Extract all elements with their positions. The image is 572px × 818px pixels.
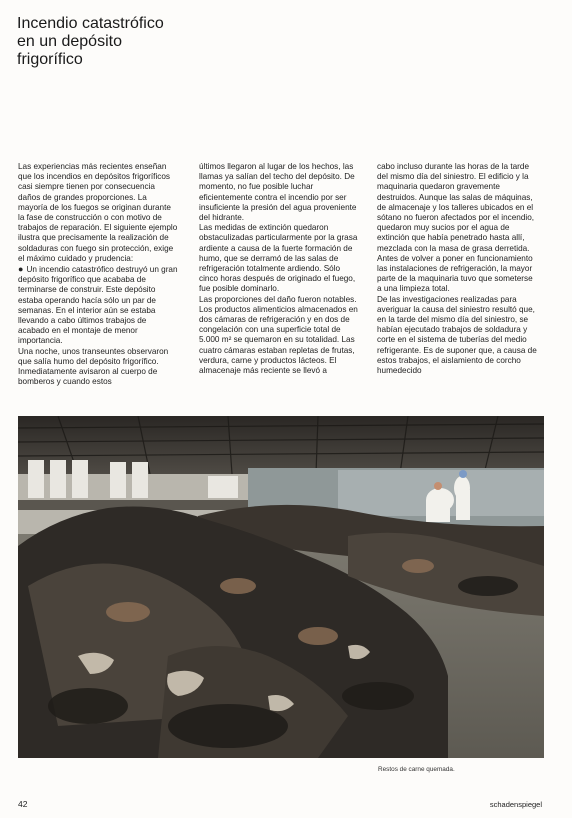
paragraph: Una noche, unos transeuntes observaron que salía humo del depósito frigorífico. Inmediatamente avisaron al cuerpo de bomberos y cuando estos <box>18 346 169 387</box>
photo-caption: Restos de carne quemada. <box>378 766 455 773</box>
bullet-icon: ● <box>18 264 24 275</box>
text-column-3 <box>377 162 537 376</box>
paragraph-text: Un incendio catastrófico destruyó un gran depósito frigorífico que acababa de terminarse de construir. Este depósito estaba operando hacía sólo un par de semanas. En el interior aún se estaba llevando a cabo últimos trabajos de acabado en el montaje de menor importancia. <box>18 265 178 346</box>
article-title <box>17 15 277 69</box>
text-column-1 <box>18 162 178 387</box>
title-line-3: frigorífico <box>17 51 83 68</box>
title-line-1: Incendio catastrófico <box>17 15 164 32</box>
title-line-2: en un depósito <box>17 33 122 50</box>
page-number: 42 <box>18 799 28 809</box>
warehouse-debris-image <box>18 416 544 758</box>
fire-damage-photo <box>18 416 544 758</box>
paragraph: De las investigaciones realizadas para averiguar la causa del siniestro resultó que, en la tarde del mismo día del siniestro, se habían ejecutado trabajos de soldadura y corte en el sistema de tuberías del medio refrigerante. Es de suponer que, a causa de estos trabajos, el aislamiento de corcho humedecido <box>377 294 537 376</box>
text-column-2 <box>199 162 359 376</box>
paragraph: cabo incluso durante las horas de la tarde del mismo día del siniestro. El edificio y la maquinaria quedaron gravemente destruidos. Aunque las salas de máquinas, de almacenaje y los talleres ubicados en el sótano no fueron afectados por el incendio, quedaron muy sucios por el agua de extinción que había penetrado hasta allí, mezclada con la masa de grasa derretida. Antes de volver a poner en funcionamiento las instalaciones de refrigeración, la mayor parte de la maquinaria tuvo que someterse a una limpieza total. <box>377 162 535 294</box>
paragraph: Las medidas de extinción quedaron obstaculizadas particularmente por la grasa ardiente a causa de la fuerte formación de humo, que se derramó de las salas de refrigeración totalmente ardiendo. Sólo cinco horas después de originado el fuego, fue posible dominarlo. <box>199 223 358 294</box>
paragraph: últimos llegaron al lugar de los hechos, las llamas ya salían del techo del depósito. De momento, no fue posible luchar eficientemente contra el incendio por ser insuficiente la presión del agua proveniente del hidrante. <box>199 162 357 223</box>
paragraph: Las experiencias más recientes enseñan que los incendios en depósitos frigoríficos casi siempre tienen por consecuencia daños de grandes proporciones. La mayoría de los fuegos se originan durante la fase de construcción o con motivo de trabajos de reparación. El siguiente ejemplo ilustra que precisamente la realización de soldaduras con fuego sin protección, exige el máximo cuidado y prudencia: <box>18 162 178 263</box>
paragraph: Las proporciones del daño fueron notables. Los productos alimenticios almacenados en dos cámaras de refrigeración y en dos de congelación con una superficie total de 5.000 m² se quemaron en su totalidad. Las cuatro cámaras estaban repletas de frutas, verdura, carne y productos lácteos. El almacenaje más reciente se llevó a <box>199 294 358 376</box>
journal-name: schadenspiegel <box>489 800 542 809</box>
paragraph-bulleted <box>18 264 178 347</box>
